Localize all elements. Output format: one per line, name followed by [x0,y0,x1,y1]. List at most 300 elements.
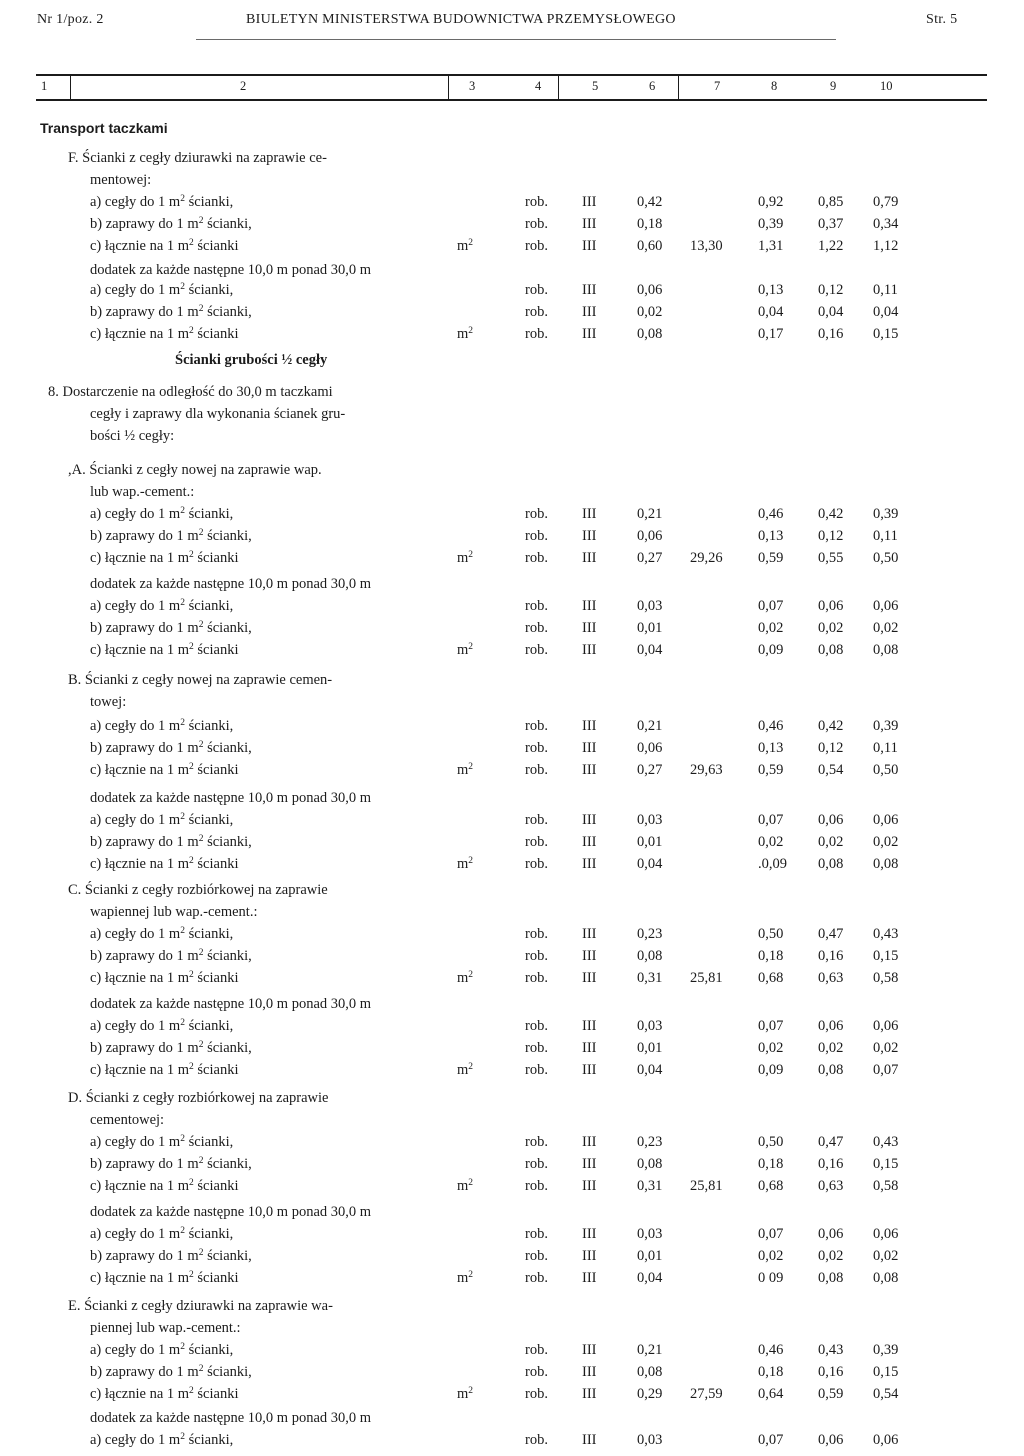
row-label: dodatek za każde następne 10,0 m ponad 30,0 m [90,996,372,1012]
row-label: c) łącznie na 1 $m^2$ ścianki [90,1270,239,1286]
value-cell: 0,12 [818,528,844,544]
table-row [0,1156,1024,1178]
value-cell: 0,06 [873,1226,899,1242]
value-cell: 0,03 [637,1226,663,1242]
value-cell: 0,34 [873,216,899,232]
value-cell: 0,42 [637,194,663,210]
value-cell: 0,02 [873,1248,899,1264]
row-label: c) łącznie na 1 $m^2$ ścianki [90,550,239,566]
table-row [0,620,1024,642]
row-label: b) zaprawy do 1 $m^2$ ścianki, [90,1156,252,1172]
value-cell: 0,79 [873,194,899,210]
row-label: wapiennej lub wap.-cement.: [90,904,258,920]
value-cell: 25,81 [690,970,723,986]
value-cell: 0,54 [818,762,844,778]
unit-cell: $m^2$ [457,970,474,986]
category-cell: III [582,1364,597,1380]
value-cell: 0,08 [873,856,899,872]
value-cell: 0,04 [873,304,899,320]
worker-cell: rob. [525,194,548,210]
value-cell: 0,43 [873,1134,899,1150]
row-label: piennej lub wap.-cement.: [90,1320,241,1336]
row-label: cegły i zaprawy dla wykonania ścianek gru- [90,406,346,422]
value-cell: 27,59 [690,1386,723,1402]
category-cell: III [582,1134,597,1150]
column-number: 6 [649,79,656,93]
column-number: 5 [592,79,599,93]
category-cell: III [582,948,597,964]
table-row [0,790,1024,812]
value-cell: 0,11 [873,282,898,298]
value-cell: 0,04 [758,304,784,320]
table-row [0,1226,1024,1248]
value-cell: 0,92 [758,194,784,210]
value-cell: 0,50 [873,550,899,566]
row-label: a) cegły do 1 $m^2$ ścianki, [90,1134,234,1150]
value-cell: .0,09 [758,856,787,872]
category-cell: III [582,1156,597,1172]
unit-cell: $m^2$ [457,1178,474,1194]
value-cell: 0,12 [818,740,844,756]
category-cell: III [582,970,597,986]
table-row [0,462,1024,484]
category-cell: III [582,528,597,544]
row-label: c) łącznie na 1 $m^2$ ścianki [90,970,239,986]
row-label: c) łącznie na 1 $m^2$ ścianki [90,1386,239,1402]
value-cell: 0,18 [758,1156,784,1172]
value-cell: 0,21 [637,718,663,734]
table-row [0,576,1024,598]
unit-cell: $m^2$ [457,762,474,778]
value-cell: 0,29 [637,1386,663,1402]
category-cell: III [582,194,597,210]
table-row [0,428,1024,450]
value-cell: 0,46 [758,1342,784,1358]
category-cell: III [582,762,597,778]
category-cell: III [582,926,597,942]
category-cell: III [582,740,597,756]
row-label: mentowej: [90,172,152,188]
value-cell: 0,18 [758,1364,784,1380]
value-cell: 0,27 [637,762,663,778]
worker-cell: rob. [525,238,548,254]
value-cell: 0,08 [818,856,844,872]
column-number: 7 [714,79,721,93]
table-row [0,856,1024,878]
table-row [0,948,1024,970]
value-cell: 0,02 [818,834,844,850]
value-cell: 0,06 [818,1018,844,1034]
row-label: b) zaprawy do 1 $m^2$ ścianki, [90,620,252,636]
value-cell: 0,06 [818,1226,844,1242]
value-cell: 0,37 [818,216,844,232]
worker-cell: rob. [525,1062,548,1078]
table-row [0,1134,1024,1156]
value-cell: 0,06 [637,528,663,544]
value-cell: 0,42 [818,718,844,734]
value-cell: 0,59 [758,550,784,566]
value-cell: 0,03 [637,598,663,614]
value-cell: 0,03 [637,1018,663,1034]
value-cell: 0,58 [873,970,899,986]
table-row [0,384,1024,406]
row-label: c) łącznie na 1 $m^2$ ścianki [90,1178,239,1194]
worker-cell: rob. [525,1248,548,1264]
table-row [0,1432,1024,1454]
table-row [0,238,1024,260]
value-cell: 29,26 [690,550,723,566]
row-label: c) łącznie na 1 $m^2$ ścianki [90,238,239,254]
worker-cell: rob. [525,1178,548,1194]
column-number: 2 [240,79,247,93]
row-label: dodatek za każde następne 10,0 m ponad 30,0 m [90,576,372,592]
value-cell: 0,15 [873,326,899,342]
row-label: a) cegły do 1 $m^2$ ścianki, [90,718,234,734]
category-cell: III [582,1178,597,1194]
value-cell: 0,16 [818,1156,844,1172]
worker-cell: rob. [525,216,548,232]
value-cell: 0,58 [873,1178,899,1194]
row-label: a) cegły do 1 $m^2$ ścianki, [90,926,234,942]
value-cell: 0,08 [873,1270,899,1286]
value-cell: 0,47 [818,1134,844,1150]
value-cell: 0,01 [637,1248,663,1264]
column-number: 1 [41,79,48,93]
value-cell: 0,60 [637,238,663,254]
value-cell: 0,06 [873,812,899,828]
column-rule-bottom [36,99,987,101]
value-cell: 0,06 [637,740,663,756]
page-number: Str. 5 [926,12,958,27]
category-cell: III [582,1248,597,1264]
table-row [0,970,1024,992]
row-label: C. Ścianki z cegły rozbiórkowej na zaprawie [68,882,328,898]
row-label: a) cegły do 1 $m^2$ ścianki, [90,282,234,298]
category-cell: III [582,1226,597,1242]
row-label: a) cegły do 1 $m^2$ ścianki, [90,598,234,614]
worker-cell: rob. [525,620,548,636]
value-cell: 0,54 [873,1386,899,1402]
row-label: F. Ścianki z cegły dziurawki na zaprawie ce- [68,150,327,166]
row-label: dodatek za każde następne 10,0 m ponad 30,0 m [90,1204,372,1220]
value-cell: 0,08 [637,1156,663,1172]
column-number: 10 [880,79,893,93]
value-cell: 1,12 [873,238,899,254]
table-row [0,1364,1024,1386]
table-row [0,1178,1024,1200]
value-cell: 1,22 [818,238,844,254]
value-cell: 0,68 [758,1178,784,1194]
worker-cell: rob. [525,1134,548,1150]
value-cell: 0,07 [873,1062,899,1078]
row-label: cementowej: [90,1112,165,1128]
value-cell: 0,09 [758,642,784,658]
value-cell: 0,02 [758,1040,784,1056]
worker-cell: rob. [525,1386,548,1402]
value-cell: 0,13 [758,282,784,298]
value-cell: 0,46 [758,506,784,522]
table-row [0,1018,1024,1040]
table-row [0,812,1024,834]
worker-cell: rob. [525,304,548,320]
value-cell: 0,06 [818,1432,844,1448]
worker-cell: rob. [525,856,548,872]
value-cell: 0,18 [758,948,784,964]
table-row [0,1204,1024,1226]
table-row [0,834,1024,856]
value-cell: 0,63 [818,1178,844,1194]
row-label: b) zaprawy do 1 $m^2$ ścianki, [90,528,252,544]
category-cell: III [582,216,597,232]
table-row [0,1270,1024,1292]
table-row [0,406,1024,428]
row-label: b) zaprawy do 1 $m^2$ ścianki, [90,304,252,320]
table-row [0,1090,1024,1112]
column-divider [70,75,71,100]
value-cell: 0,04 [637,642,663,658]
row-label: 8. Dostarczenie na odległość do 30,0 m taczkami [48,384,333,400]
value-cell: 0,21 [637,506,663,522]
value-cell: 0,02 [818,1040,844,1056]
row-label: c) łącznie na 1 $m^2$ ścianki [90,856,239,872]
worker-cell: rob. [525,550,548,566]
table-row [0,996,1024,1018]
subsection-title: Ścianki grubości ½ cegły [175,352,328,368]
unit-cell: $m^2$ [457,642,474,658]
unit-cell: $m^2$ [457,856,474,872]
worker-cell: rob. [525,1156,548,1172]
value-cell: 0,07 [758,598,784,614]
worker-cell: rob. [525,1432,548,1448]
unit-cell: $m^2$ [457,1270,474,1286]
unit-cell: $m^2$ [457,238,474,254]
value-cell: 0,04 [637,856,663,872]
category-cell: III [582,1018,597,1034]
table-row [0,282,1024,304]
category-cell: III [582,1270,597,1286]
value-cell: 0,16 [818,326,844,342]
value-cell: 0,08 [818,1270,844,1286]
row-label: b) zaprawy do 1 $m^2$ ścianki, [90,834,252,850]
value-cell: 0,02 [758,620,784,636]
value-cell: 0,21 [637,1342,663,1358]
worker-cell: rob. [525,598,548,614]
value-cell: 0,08 [818,1062,844,1078]
table-row [0,150,1024,172]
value-cell: 0,02 [818,620,844,636]
value-cell: 0,06 [873,1018,899,1034]
value-cell: 0,04 [818,304,844,320]
category-cell: III [582,326,597,342]
category-cell: III [582,642,597,658]
table-row [0,882,1024,904]
value-cell: 0,04 [637,1062,663,1078]
row-label: a) cegły do 1 $m^2$ ścianki, [90,1342,234,1358]
worker-cell: rob. [525,1342,548,1358]
worker-cell: rob. [525,812,548,828]
value-cell: 0,85 [818,194,844,210]
row-label: dodatek za każde następne 10,0 m ponad 30,0 m [90,790,372,806]
category-cell: III [582,304,597,320]
value-cell: 0,64 [758,1386,784,1402]
value-cell: 0,08 [637,326,663,342]
row-label: b) zaprawy do 1 $m^2$ ścianki, [90,216,252,232]
value-cell: 0,59 [758,762,784,778]
category-cell: III [582,238,597,254]
row-label: b) zaprawy do 1 $m^2$ ścianki, [90,740,252,756]
row-label: b) zaprawy do 1 $m^2$ ścianki, [90,948,252,964]
worker-cell: rob. [525,1040,548,1056]
table-row [0,904,1024,926]
worker-cell: rob. [525,1226,548,1242]
header-rule [196,39,836,40]
value-cell: 0,50 [758,1134,784,1150]
unit-cell: $m^2$ [457,326,474,342]
category-cell: III [582,1432,597,1448]
value-cell: 0,06 [873,1432,899,1448]
value-cell: 0,07 [758,1018,784,1034]
value-cell: 13,30 [690,238,723,254]
value-cell: 0,16 [818,948,844,964]
category-cell: III [582,620,597,636]
value-cell: 0,63 [818,970,844,986]
worker-cell: rob. [525,282,548,298]
value-cell: 0,50 [758,926,784,942]
value-cell: 0,02 [818,1248,844,1264]
row-label: ,A. Ścianki z cegły nowej na zaprawie wap. [68,462,322,478]
worker-cell: rob. [525,718,548,734]
value-cell: 0,68 [758,970,784,986]
value-cell: 0,23 [637,1134,663,1150]
category-cell: III [582,1342,597,1358]
value-cell: 0,39 [873,718,899,734]
value-cell: 0,06 [637,282,663,298]
value-cell: 0,12 [818,282,844,298]
value-cell: 0,02 [873,834,899,850]
worker-cell: rob. [525,1270,548,1286]
unit-cell: $m^2$ [457,550,474,566]
value-cell: 29,63 [690,762,723,778]
value-cell: 0,13 [758,528,784,544]
value-cell: 0,55 [818,550,844,566]
value-cell: 0,39 [873,1342,899,1358]
value-cell: 0,15 [873,1364,899,1380]
row-label: c) łącznie na 1 $m^2$ ścianki [90,326,239,342]
value-cell: 25,81 [690,1178,723,1194]
value-cell: 0,43 [873,926,899,942]
row-label: a) cegły do 1 $m^2$ ścianki, [90,506,234,522]
worker-cell: rob. [525,1364,548,1380]
category-cell: III [582,598,597,614]
row-label: D. Ścianki z cegły rozbiórkowej na zaprawie [68,1090,329,1106]
column-number: 4 [535,79,542,93]
value-cell: 0,02 [873,620,899,636]
category-cell: III [582,282,597,298]
value-cell: 0,50 [873,762,899,778]
table-row [0,216,1024,238]
worker-cell: rob. [525,642,548,658]
category-cell: III [582,550,597,566]
row-label: E. Ścianki z cegły dziurawki na zaprawie wa- [68,1298,333,1314]
value-cell: 0 09 [758,1270,784,1286]
value-cell: 0,42 [818,506,844,522]
row-label: lub wap.-cement.: [90,484,195,500]
table-row [0,326,1024,348]
table-row [0,172,1024,194]
row-label: a) cegły do 1 $m^2$ ścianki, [90,1226,234,1242]
value-cell: 0,27 [637,550,663,566]
worker-cell: rob. [525,762,548,778]
row-label: b) zaprawy do 1 $m^2$ ścianki, [90,1040,252,1056]
worker-cell: rob. [525,1018,548,1034]
table-row [0,528,1024,550]
row-label: B. Ścianki z cegły nowej na zaprawie cemen- [68,672,333,688]
value-cell: 0,15 [873,1156,899,1172]
value-cell: 0,31 [637,1178,663,1194]
row-label: a) cegły do 1 $m^2$ ścianki, [90,1432,234,1448]
worker-cell: rob. [525,528,548,544]
table-row [0,642,1024,664]
worker-cell: rob. [525,506,548,522]
worker-cell: rob. [525,926,548,942]
row-label: c) łącznie na 1 $m^2$ ścianki [90,1062,239,1078]
value-cell: 0,07 [758,812,784,828]
table-row [0,762,1024,784]
value-cell: 0,09 [758,1062,784,1078]
value-cell: 0,03 [637,812,663,828]
column-divider [558,75,559,100]
value-cell: 0,17 [758,326,784,342]
row-label: c) łącznie na 1 $m^2$ ścianki [90,762,239,778]
worker-cell: rob. [525,970,548,986]
unit-cell: $m^2$ [457,1386,474,1402]
row-label: dodatek za każde następne 10,0 m ponad 30,0 m [90,1410,372,1426]
value-cell: 0,23 [637,926,663,942]
table-row [0,1248,1024,1270]
table-row [0,194,1024,216]
value-cell: 0,08 [637,948,663,964]
worker-cell: rob. [525,740,548,756]
table-row [0,1342,1024,1364]
value-cell: 0,39 [758,216,784,232]
row-label: b) zaprawy do 1 $m^2$ ścianki, [90,1364,252,1380]
publication-title: BIULETYN MINISTERSTWA BUDOWNICTWA PRZEMYSŁOWEGO [246,12,676,27]
table-row [0,1320,1024,1342]
value-cell: 0,01 [637,1040,663,1056]
row-label: bości ½ cegły: [90,428,175,444]
value-cell: 0,08 [637,1364,663,1380]
value-cell: 0,59 [818,1386,844,1402]
table-row [0,740,1024,762]
value-cell: 0,04 [637,1270,663,1286]
table-row [0,694,1024,716]
value-cell: 0,03 [637,1432,663,1448]
category-cell: III [582,834,597,850]
worker-cell: rob. [525,326,548,342]
row-label: dodatek za każde następne 10,0 m ponad 30,0 m [90,262,372,278]
table-row [0,1040,1024,1062]
value-cell: 0,39 [873,506,899,522]
value-cell: 1,31 [758,238,784,254]
issue-number: Nr 1/poz. 2 [37,12,104,27]
column-number: 3 [469,79,476,93]
table-row [0,1298,1024,1320]
value-cell: 0,16 [818,1364,844,1380]
table-row [0,262,1024,284]
value-cell: 0,11 [873,528,898,544]
table-row [0,484,1024,506]
section-title: Transport taczkami [40,120,168,136]
